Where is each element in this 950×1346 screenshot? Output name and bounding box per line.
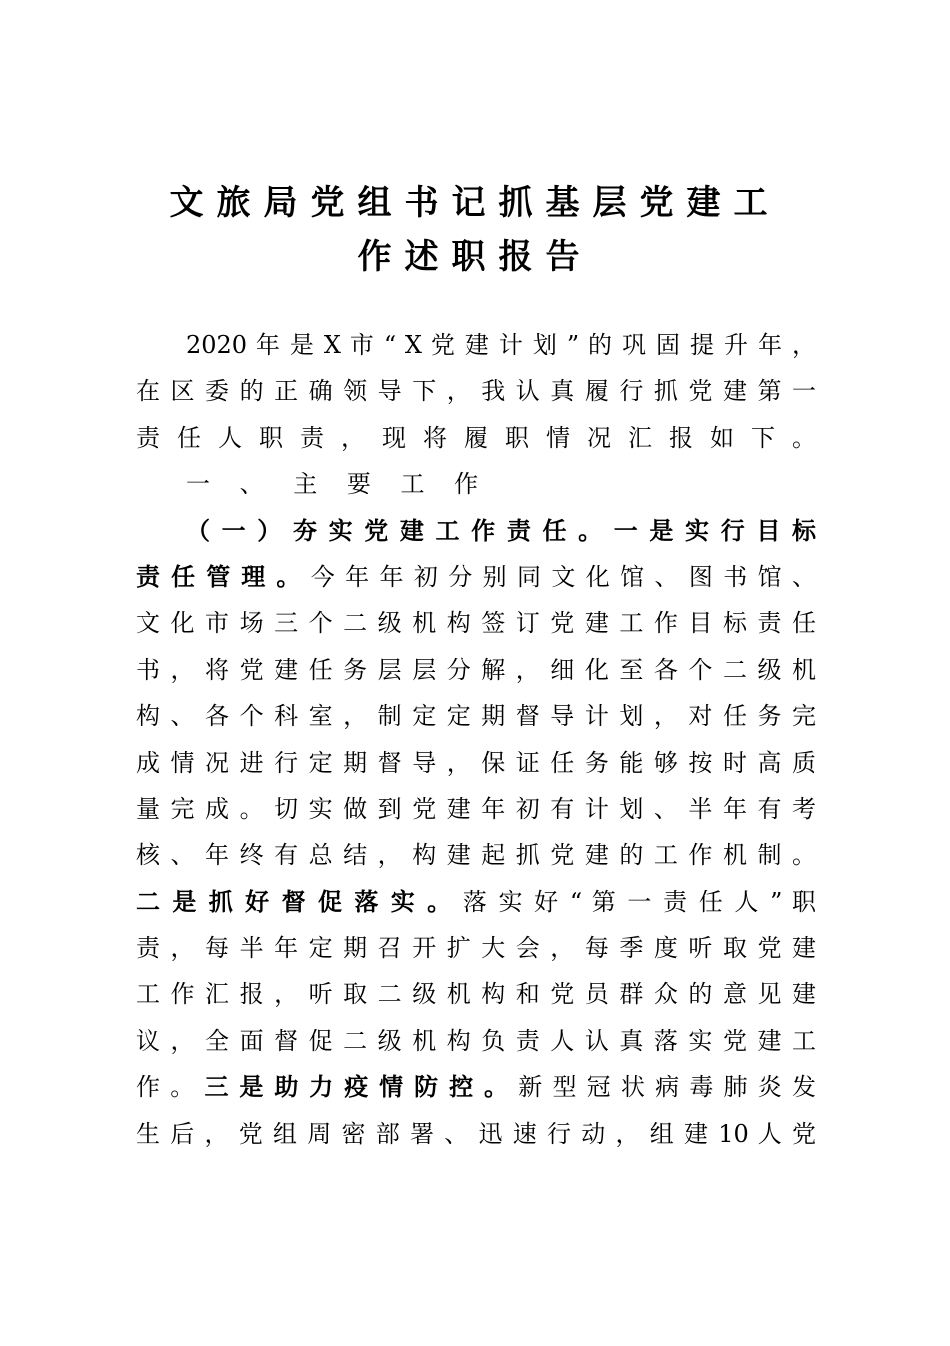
body-line xyxy=(136,322,816,368)
text-phrase: 构 、 各 个 科 室 ， 制 定 定 期 督 导 计 划 ， 对 任 务 完 xyxy=(136,702,816,731)
bold-phrase: 三 是 助 力 疫 情 防 控 。 xyxy=(204,1072,510,1102)
text-phrase: 书 ， 将 党 建 任 务 层 层 分 解 ， 细 化 至 各 个 二 级 机 xyxy=(136,655,816,684)
body-line xyxy=(136,786,816,832)
text-phrase: 责 任 人 职 责 ， 现 将 履 职 情 况 汇 报 如 下 。 xyxy=(136,423,816,452)
text-phrase: 新 型 冠 状 病 毒 肺 炎 发 xyxy=(518,1073,816,1102)
title-line-2: 作述职报告 xyxy=(357,237,593,277)
bold-phrase: 责 任 管 理 。 xyxy=(136,561,302,591)
body-line xyxy=(136,415,816,461)
bold-phrase: （ 一 ） 夯 实 党 建 工 作 责 任 。 一 是 实 行 目 标 xyxy=(186,515,816,545)
text-phrase: 生 后 ， 党 组 周 密 部 署 、 迅 速 行 动 ， 组 建 10 人 党 xyxy=(136,1119,816,1148)
bold-phrase: 二 是 抓 好 督 促 落 实 。 xyxy=(136,886,454,916)
text-phrase: 成 情 况 进 行 定 期 督 导 ， 保 证 任 务 能 够 按 时 高 质 xyxy=(136,748,816,777)
text-phrase: 议 ， 全 面 督 促 二 级 机 构 负 责 人 认 真 落 实 党 建 工 xyxy=(136,1026,816,1055)
text-phrase: 落 实 好 “ 第 一 责 任 人 ” 职 xyxy=(462,887,816,916)
text-phrase: 核 、 年 终 有 总 结 ， 构 建 起 抓 党 建 的 工 作 机 制 。 xyxy=(136,841,816,870)
text-phrase: 量 完 成 。 切 实 做 到 党 建 年 初 有 计 划 、 半 年 有 考 xyxy=(136,794,816,823)
body-line xyxy=(136,740,816,786)
body-line xyxy=(136,368,816,414)
text-phrase: 一 、 主 要 工 作 xyxy=(186,470,490,499)
body-line xyxy=(136,925,816,971)
text-phrase: 责 ， 每 半 年 定 期 召 开 扩 大 会 ， 每 季 度 听 取 党 建 xyxy=(136,934,816,963)
body-line xyxy=(136,1111,816,1157)
text-phrase: 今 年 年 初 分 别 同 文 化 馆 、 图 书 馆 、 xyxy=(310,562,817,591)
title-line-1: 文旅局党组书记抓基层党建工 xyxy=(169,183,781,223)
body-line xyxy=(136,1018,816,1064)
body-line xyxy=(136,554,816,600)
text-phrase: 在 区 委 的 正 确 领 导 下 ， 我 认 真 履 行 抓 党 建 第 一 xyxy=(136,377,816,406)
text-phrase: 文 化 市 场 三 个 二 级 机 构 签 订 党 建 工 作 目 标 责 任 xyxy=(136,609,816,638)
body-line xyxy=(136,1064,816,1110)
body-line xyxy=(136,647,816,693)
document-title xyxy=(120,176,830,284)
text-phrase: 作 。 xyxy=(136,1073,196,1102)
text-phrase: 2020 年 是 X 市 “ X 党 建 计 划 ” 的 巩 固 提 升 年 ， xyxy=(186,331,816,359)
document-body xyxy=(136,322,816,1157)
body-line xyxy=(136,832,816,878)
body-line xyxy=(136,693,816,739)
body-line xyxy=(136,971,816,1017)
body-line xyxy=(136,879,816,925)
body-line xyxy=(136,461,816,507)
body-line xyxy=(136,600,816,646)
text-phrase: 工 作 汇 报 ， 听 取 二 级 机 构 和 党 员 群 众 的 意 见 建 xyxy=(136,980,816,1009)
body-line xyxy=(136,508,816,554)
